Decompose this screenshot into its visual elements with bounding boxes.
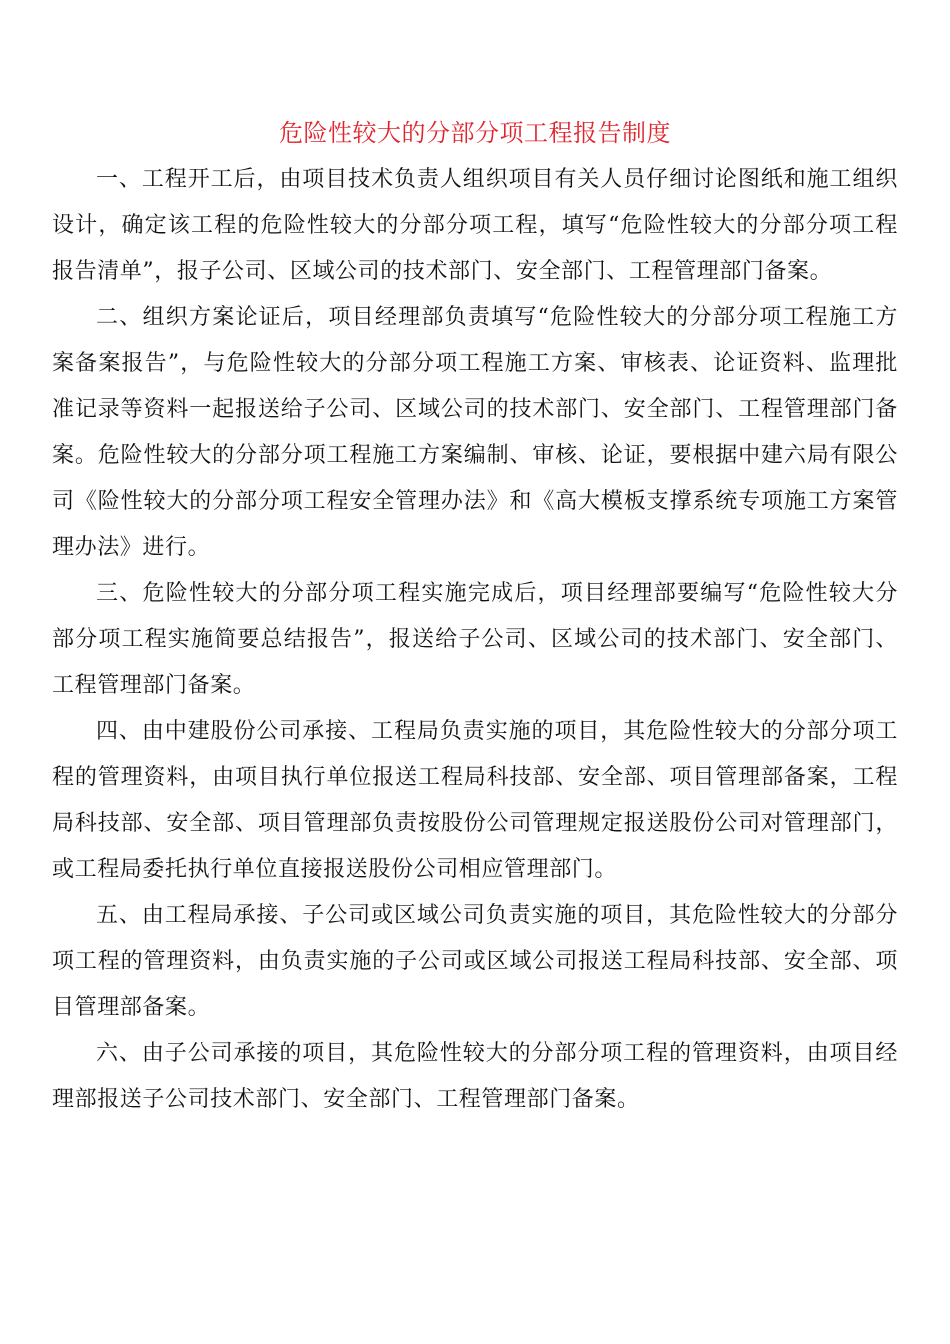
document-body xyxy=(52,157,898,1123)
paragraph-3: 三、危险性较大的分部分项工程实施完成后，项目经理部要编写“危险性较大分部分项工程实施简要总结报告”，报送给子公司、区域公司的技术部门、安全部门、工程管理部门备案。 xyxy=(52,581,898,698)
paragraph-4: 四、由中建股份公司承接、工程局负责实施的项目，其危险性较大的分部分项工程的管理资料，由项目执行单位报送工程局科技部、安全部、项目管理部备案，工程局科技部、安全部、项目管理部负责按股份公司管理规定报送股份公司对管理部门，或工程局委托执行单位直接报送股份公司相应管理部门。 xyxy=(52,719,898,882)
paragraph-2: 二、组织方案论证后，项目经理部负责填写“危险性较大的分部分项工程施工方案备案报告”，与危险性较大的分部分项工程施工方案、审核表、论证资料、监理批准记录等资料一起报送给子公司、区域公司的技术部门、安全部门、工程管理部门备案。危险性较大的分部分项工程施工方案编制、审核、论证，要根据中建六局有限公司《险性较大的分部分项工程安全管理办法》和《高大模板支撑系统专项施工方案管理办法》进行。 xyxy=(52,305,898,560)
document-title: 危险性较大的分部分项工程报告制度 xyxy=(279,119,671,147)
paragraph-5: 五、由工程局承接、子公司或区域公司负责实施的项目，其危险性较大的分部分项工程的管理资料，由负责实施的子公司或区域公司报送工程局科技部、安全部、项目管理部备案。 xyxy=(52,903,898,1020)
paragraph-6: 六、由子公司承接的项目，其危险性较大的分部分项工程的管理资料，由项目经理部报送子公司技术部门、安全部门、工程管理部门备案。 xyxy=(52,1041,898,1112)
paragraph-1: 一、工程开工后，由项目技术负责人组织项目有关人员仔细讨论图纸和施工组织设计，确定该工程的危险性较大的分部分项工程，填写“危险性较大的分部分项工程报告清单”，报子公司、区域公司的技术部门、安全部门、工程管理部门备案。 xyxy=(52,167,898,284)
